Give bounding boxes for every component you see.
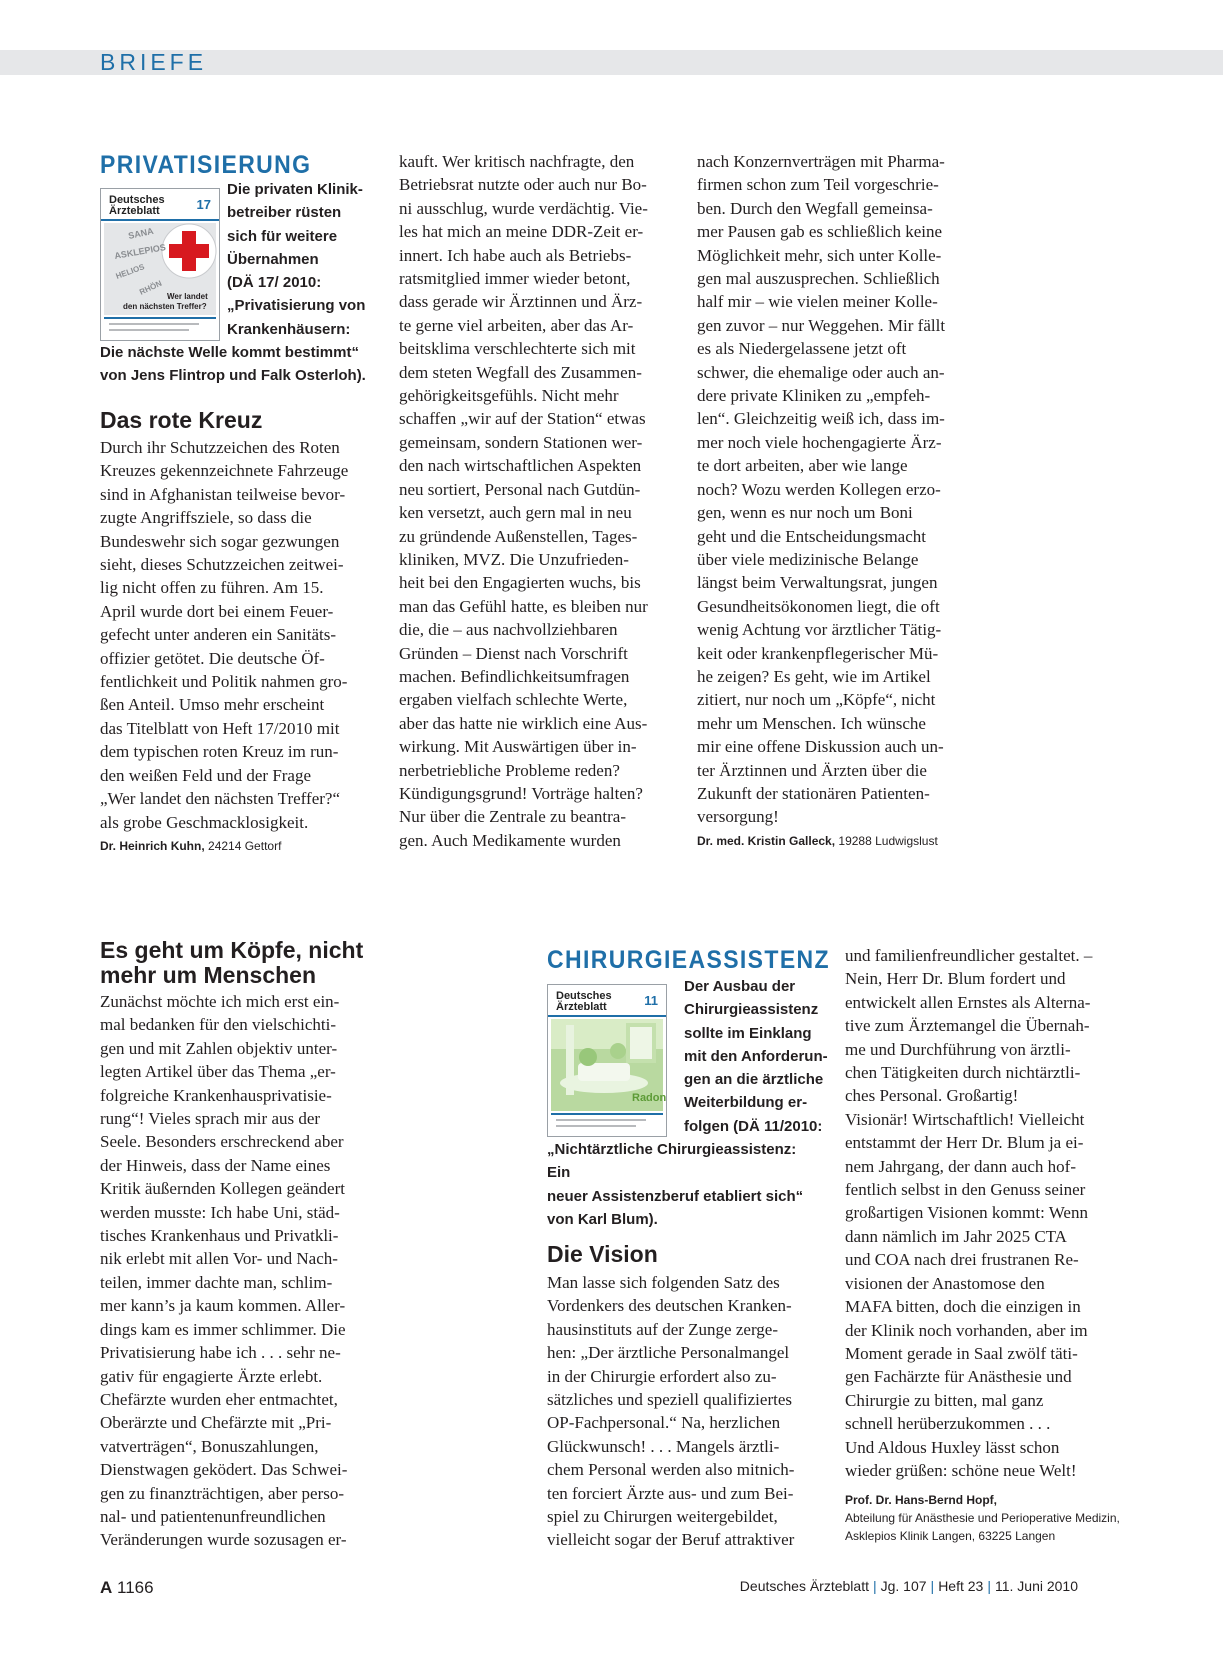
letter-headline-koepfe: Es geht um Köpfe, nicht mehr um Menschen bbox=[100, 937, 364, 988]
page-number: A 1166 bbox=[100, 1578, 154, 1597]
article-lede-chirurgieassistenz-side: Der Ausbau der Chirurgieassistenz sollte im Einklang mit den Anforderun- gen an die ärztliche Weiterbildung er- folgen (DÄ 11/2010: bbox=[684, 978, 828, 1135]
svg-text:RHÖN: RHÖN bbox=[138, 278, 164, 297]
letter-headline-vision: Die Vision bbox=[547, 1241, 658, 1267]
cover-image-heft-11 bbox=[547, 984, 667, 1137]
article-lede-chirurgieassistenz-full: „Nichtärztliche Chirurgieassistenz: Ein neuer Assistenzberuf etabliert sich“ von Karl Blum). bbox=[547, 1141, 804, 1228]
letter-body-vision: Man lasse sich folgenden Satz des Vordenkers des deutschen Kranken- hausinstituts auf der Zunge zerge- hen: „Der ärztliche Personalmangel in der Chirurgie erfordert also zu- sätzliches und speziell qualifiziertes OP-Fachpersonal.“ Na, herzlichen Glückwunsch! . . . Mangels ärztli- chem Personal werden also mitnich- ten forciert Ärzte aus- und zum Bei- spiel zu Chirurgen weitergebildet, vielleicht sogar der Beruf attraktiver bbox=[547, 1273, 795, 1550]
svg-text:Radon: Radon bbox=[632, 1092, 666, 1104]
radon-cover-art bbox=[548, 985, 666, 1136]
red-cross-cover-art bbox=[101, 189, 219, 340]
journal-footer: Deutsches Ärzteblatt | Jg. 107 | Heft 23 | 11. Juni 2010 bbox=[739, 1578, 1078, 1594]
svg-text:HELIOS: HELIOS bbox=[114, 262, 146, 281]
cover-title: Deutsches Ärzteblatt bbox=[109, 194, 165, 217]
letter-body-continued-col3: nach Konzernverträgen mit Pharma- firmen schon zum Teil vorgeschrie- ben. Durch den Wegfall gemeinsa- mer Pausen gab es schließlich keine Möglichkeit mehr, sich unter Kolle- gen mal auszusprechen. Schließlich half mir – wie vielen meiner Kolle- gen zuvor – nur Weggehen. Mir fällt es als Niedergelassene jetzt oft schwer, die ehemalige oder auch an- dere private Kliniken zu „empfeh- len“. Gleichzeitig weiß ich, dass im- mer noch viele hochengagierte Ärz- te dort arbeiten, aber wie lange noch? Wozu werden Kollegen erzo- gen, wenn es nur noch um Boni geht und die Entscheidungsmacht über viele medizinische Belange längst beim Verwaltungsrat, jungen Gesundheitsökonomen liegt, die oft wenig Achtung vor ärztlicher Tätig- keit oder krankenpflegerischer Mü- he zeigen? Es geht, wie im Artikel zitiert, nur noch um „Köpfe“, nicht mehr um Menschen. Ich wünsche mir eine offene Diskussion auch un- ter Ärztinnen und Ärzten über die Zukunft der stationären Patienten- versorgung! Dr. med. Kristin Galleck, 19288 Ludwigslust bbox=[697, 150, 972, 850]
letter-body-continued-col2: kauft. Wer kritisch nachfragte, den Betriebsrat nutzte oder auch nur Bo- ni ausschlug, wurde verdächtig. Vie- les hat mich an meine DDR-Zeit er- innert. Ich habe auch als Betriebs- ratsmitglied immer wieder betont, dass gerade wir Ärztinnen und Ärz- te gerne viel arbeiten, aber das Ar- beitsklima verschlechterte sich mit dem steten Wegfall des Zusammen- gehörigkeitsgefühls. Nicht mehr schaffen „wir auf der Station“ etwas gemeinsam, sondern Stationen wer- den nach wirtschaftlichen Aspekten neu sortiert, Personal nach Gutdün- ken versetzt, auch gern mal in neu zu gründende Außenstellen, Tages- kliniken, MVZ. Die Unzufrieden- heit bei den Engagierten wuchs, bis man das Gefühl hatte, es bleiben nur die, die – aus nachvollziehbaren Gründen – Dienst nach Vorschrift machen. Befindlichkeitsumfragen ergaben vielfach schlechte Werte, aber das hatte nie wirklich eine Aus- wirkung. Mit Auswärtigen über in- nerbetriebliche Probleme reden? Kündigungsgrund! Vorträge halten? Nur über die Zentrale zu beantra- gen. Auch Medikamente wurden bbox=[399, 152, 648, 850]
letter-headline-rote-kreuz: Das rote Kreuz bbox=[100, 407, 263, 433]
letter-body-koepfe: Zunächst möchte ich mich erst ein- mal bedanken für den vielschichti- gen und mit Zahlen objektiv unter- legten Artikel über das Thema „er- folgreiche Krankenhausprivatisie- rung“! Vieles sprach mir aus der Seele. Besonders erschreckend aber der Hinweis, dass der Name eines Kritik äußernden Kollegen geändert werden musste: Ich habe Uni, städ- tisches Krankenhaus und Privatkli- nik erlebt mit allen Vor- und Nach- teilen, immer dachte man, schlim- mer kann’s ja kaum kommen. Aller- dings kam es immer schlimmer. Die Privatisierung habe ich . . . sehr ne- gativ für engagierte Ärzte erlebt. Chefärzte wurden eher entmachtet, Oberärzte und Chefärzte mit „Pri- vatverträgen“, Bonuszahlungen, Dienstwagen geködert. Das Schwei- gen zu finanzträchtigen, aber perso- nal- und patientenunfreundlichen Veränderungen wurde sozusagen er- bbox=[100, 992, 348, 1550]
cover-title: Deutsches Ärzteblatt bbox=[556, 990, 612, 1013]
svg-text:Wer landet: Wer landet bbox=[167, 292, 208, 301]
letter-author-hopf: Prof. Dr. Hans-Bernd Hopf, Abteilung für Anästhesie und Perioperative Medizin, Asklepios Klinik Langen, 63225 Langen bbox=[845, 1493, 1120, 1544]
article-lede-privatisierung-side: Die privaten Klinik- betreiber rüsten sich für weitere Übernahmen (DÄ 17/ 2010: „Privatisierung von Krankenhäusern: bbox=[227, 181, 366, 338]
svg-text:den nächsten Treffer?: den nächsten Treffer? bbox=[123, 302, 207, 311]
article-lede-privatisierung-full: Die nächste Welle kommt bestimmt“ von Jens Flintrop und Falk Osterloh). bbox=[100, 344, 366, 385]
letter-author-kuhn: Dr. Heinrich Kuhn, 24214 Gettorf bbox=[100, 838, 282, 853]
article-kicker-privatisierung: PRIVATISIERUNG bbox=[100, 151, 312, 179]
svg-text:ASKLEPIOS: ASKLEPIOS bbox=[113, 242, 167, 261]
cover-issue-number: 11 bbox=[644, 993, 658, 1008]
letter-author-galleck: Dr. med. Kristin Galleck, 19288 Ludwigslust bbox=[697, 833, 938, 848]
cover-image-heft-17 bbox=[100, 188, 220, 341]
svg-text:SANA: SANA bbox=[127, 225, 155, 241]
article-kicker-chirurgieassistenz: CHIRURGIEASSISTENZ bbox=[547, 946, 830, 974]
letter-body-rote-kreuz: Durch ihr Schutzzeichen des Roten Kreuzes gekennzeichnete Fahrzeuge sind in Afghanistan teilweise bevor- zugte Angriffsziele, so dass die Bundeswehr sich sogar gezwungen sieht, dieses Schutzzeichen zeitwei- lig nicht offen zu führen. Am 15. April wurde dort bei einem Feuer- gefecht unter anderen ein Sanitäts- offizier getötet. Die deutsche Öf- fentlichkeit und Politik nahmen gro- ßen Anteil. Umso mehr erscheint das Titelblatt von Heft 17/2010 mit dem typischen roten Kreuz im run- den weißen Feld und der Frage „Wer landet den nächsten Treffer?“ als grobe Geschmacklosigkeit. Dr. Heinrich Kuhn, 24214 Gettorf bbox=[100, 436, 375, 855]
letter-body-vision-continued: und familienfreundlicher gestaltet. – Nein, Herr Dr. Blum fordert und entwickelt allen Ernstes als Alterna- tive zum Ärztemangel die Übernah- me und Durchführung von ärztli- chen Tätigkeiten durch nichtärztli- ches Personal. Großartig! Visionär! Wirtschaftlich! Vielleicht entstammt der Herr Dr. Blum ja ei- nem Jahrgang, der dann auch hof- fentlich selbst in den Genuss seiner großartigen Visionen kommt: Wenn dann nämlich im Jahr 2025 CTA und COA nach drei frustranen Re- visionen der Anastomose den MAFA bitten, doch die einzigen in der Klinik noch vorhanden, aber im Moment gerade in Saal zwölf täti- gen Fachärzte für Anästhesie und Chirurgie zu bitten, mal ganz schnell herüberzukommen . . . Und Aldous Huxley lässt schon wieder grüßen: schöne neue Welt! Prof. Dr. Hans-Bernd Hopf, Abteilung für Anästhesie und Perioperative Medizin, Asklepios Klinik Langen, 63225 Langen bbox=[845, 944, 1130, 1545]
section-label: BRIEFE bbox=[100, 49, 208, 75]
cover-issue-number: 17 bbox=[196, 197, 211, 212]
